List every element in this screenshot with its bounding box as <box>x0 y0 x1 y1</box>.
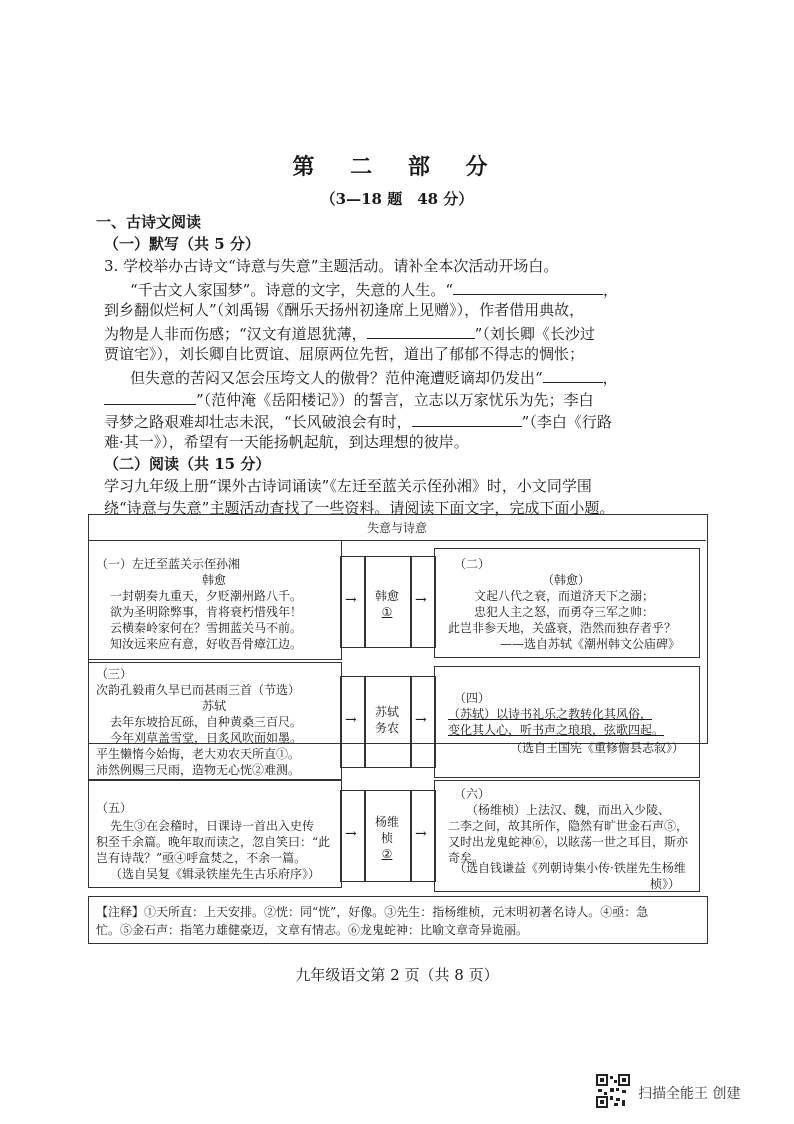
passage-text: ， <box>603 281 619 299</box>
person-name: 苏轼 <box>374 705 399 719</box>
blank-number: ① <box>381 605 393 619</box>
section-heading: 一、古诗文阅读 <box>96 213 202 231</box>
underlined-text: （苏轼）以诗书礼乐之教转化其风俗， <box>448 707 653 721</box>
passage-text: 为物是人非而伤感；“汉文有道恩犹薄， <box>104 325 367 343</box>
note-line: 忙。⑤金石声：指笔力雄健豪迈，文章有情志。⑥龙鬼蛇神：比喻文章奇异诡丽。 <box>96 923 529 937</box>
quote-source: （选自王国宪《重修儋县志叙》） <box>510 741 685 755</box>
subsection-heading: （二）阅读（共 15 分） <box>104 455 271 473</box>
quote-source: 桢》） <box>650 877 681 891</box>
passage-line <box>104 388 594 410</box>
arrow-right-icon: → <box>415 592 427 608</box>
answer-blank-1[interactable] <box>372 604 402 621</box>
person-name: 桢 <box>380 831 393 845</box>
spacer <box>88 658 340 660</box>
passage-line: 难·其一》），希望有一天能扬帆起航，到达理想的彼岸。 <box>104 433 469 451</box>
arrow-right-icon: → <box>415 826 427 842</box>
passage-text: ”（范仲淹《岳阳楼记》）的誓言，立志以万家忧乐为先；李白 <box>196 391 594 409</box>
arrow-right-icon: → <box>345 592 357 608</box>
passage-source: （选自吴复《辑录铁崖先生古乐府序》） <box>110 867 321 881</box>
arrow-right-icon: → <box>415 712 427 728</box>
quote-line <box>448 722 664 739</box>
person-name: 韩愈 <box>374 589 399 603</box>
poem-line: 今年刈草盖雪堂，日炙风吹面如墨。 <box>110 731 303 745</box>
passage-text: ”（李白《行路 <box>521 413 612 431</box>
passage-line <box>104 410 612 432</box>
poem-line: 知汝远来应有意，好收吾骨瘴江边。 <box>110 637 303 651</box>
section-label: （三） <box>96 667 133 681</box>
poem-line: 云横秦岭家何在？雪拥蓝关马不前。 <box>110 621 303 635</box>
answer-blank-2[interactable] <box>372 846 402 863</box>
subsection-heading: （一）默写（共 5 分） <box>104 235 260 253</box>
passage-line: 贾谊宅》），刘长卿自比贾谊、屈原两位先哲，道出了郁郁不得志的惆怅； <box>104 345 585 363</box>
passage-text: 但失意的苦闷又怎会压垮文人的傲骨？范仲淹遭贬谪却仍发出“ <box>130 369 543 387</box>
page-footer: 九年级语文第 2 页（共 8 页） <box>295 966 499 984</box>
quote-source: （选自钱谦益《列朝诗集小传·铁崖先生杨维 <box>454 861 686 875</box>
person-activity: 务农 <box>374 721 399 735</box>
section-label: （四） <box>454 691 491 705</box>
passage-line: 先生③在会稽时，日课诗一首出入史传 <box>110 819 315 833</box>
poem-title: 次韵孔毅甫久旱已而甚雨三首（节选） <box>96 683 301 697</box>
arrow-right-icon: → <box>345 826 357 842</box>
quote-line: （韩愈） <box>541 573 590 587</box>
page-title: 第 二 部 分 <box>292 154 502 180</box>
arrow-right-icon: → <box>345 712 357 728</box>
passage-line: 积至千余篇。晚年取而读之，忽自笑曰：“此 <box>96 835 331 849</box>
poem-line: 平生懒惰今始悔，老大劝农天所直①。 <box>96 747 301 761</box>
poem-title: （一）左迁至蓝关示侄孙湘 <box>96 557 241 571</box>
fill-blank[interactable] <box>412 410 522 427</box>
page-subtitle: （3—18 题 48 分） <box>320 190 474 208</box>
fill-blank[interactable] <box>453 278 603 295</box>
poem-author: 韩愈 <box>201 573 226 587</box>
quote-line: 文起八代之衰，而道济天下之溺； <box>474 589 655 603</box>
note-line: 【注释】①天所直：上天安排。②恍：同“恍”，好像。③先生：指杨维桢，元末明初著名诗人。④亟：急 <box>96 905 649 919</box>
table-title: 失意与诗意 <box>366 521 427 535</box>
qr-code-icon <box>596 1074 630 1108</box>
quote-line: 二李之间，故其所作，隐然有旷世金石声⑤， <box>448 819 689 833</box>
passage-text: “千古文人家国梦”。诗意的文字，失意的人生。“ <box>130 281 454 299</box>
section-label: （五） <box>96 801 133 815</box>
quote-line: 又时出龙鬼蛇神⑥，以眩荡一世之耳目，斯亦 <box>448 835 689 849</box>
person-name: 杨维 <box>374 815 399 829</box>
poem-line: 一封朝奏九重天，夕贬潮州路八千。 <box>110 589 303 603</box>
passage-text: ， <box>602 369 618 387</box>
section-label: （六） <box>454 787 491 801</box>
quote-line: 此岂非参天地，关盛衰，浩然而独存者乎？ <box>448 621 677 635</box>
intro-line: 学习九年级上册“课外古诗词诵读”《左迁至蓝关示侄孙湘》时，小文同学围 <box>104 477 592 495</box>
question-3: 3. 学校举办古诗文“诗意与失意”主题活动。请补全本次活动开场白。 <box>104 257 559 275</box>
passage-text: ”（刘长卿《长沙过 <box>474 325 595 343</box>
blank-number: ② <box>381 847 393 861</box>
quote-line: 忠犯人主之怒，而勇夺三军之帅： <box>474 605 655 619</box>
passage-line <box>104 322 595 344</box>
poem-line: 欲为圣明除弊事，肯将衰朽惜残年！ <box>110 605 303 619</box>
fill-blank[interactable] <box>543 366 603 383</box>
quote-line: （杨维桢）上法汉、魏，而出入少陵、 <box>466 803 671 817</box>
quote-line: 奇矣。 <box>448 851 485 865</box>
fill-blank[interactable] <box>104 388 196 405</box>
passage-line <box>130 366 618 388</box>
section-label: （二） <box>454 557 491 571</box>
underlined-text: 变化其人心，听书声之琅琅，弦歌四起。 <box>448 723 665 737</box>
passage-line: 岂有诗哉？”亟④呼盒焚之，不余一篇。 <box>96 851 307 865</box>
intro-line: 绕“诗意与失意”主题活动查找了一些资料。请阅读下面文字，完成下面小题。 <box>104 499 615 517</box>
quote-line <box>448 706 652 723</box>
poem-line: 沛然例赐三尺雨，造物无心恍②难测。 <box>96 763 301 777</box>
poem-line: 去年东坡拾瓦砾，自种黄桑三百尺。 <box>110 715 303 729</box>
watermark-text: 扫描全能王 创建 <box>638 1086 741 1102</box>
quote-source: ——选自苏轼《潮州韩文公庙碑》 <box>500 637 681 651</box>
passage-text: 寻梦之路艰难却壮志未泯，“长风破浪会有时， <box>104 413 412 431</box>
poem-author: 苏轼 <box>201 699 226 713</box>
fill-blank[interactable] <box>367 322 475 339</box>
passage-line: 到乡翻似烂柯人”（刘禹锡《酬乐天扬州初逢席上见赠》），作者借用典故， <box>104 301 585 319</box>
passage-line <box>130 278 618 300</box>
